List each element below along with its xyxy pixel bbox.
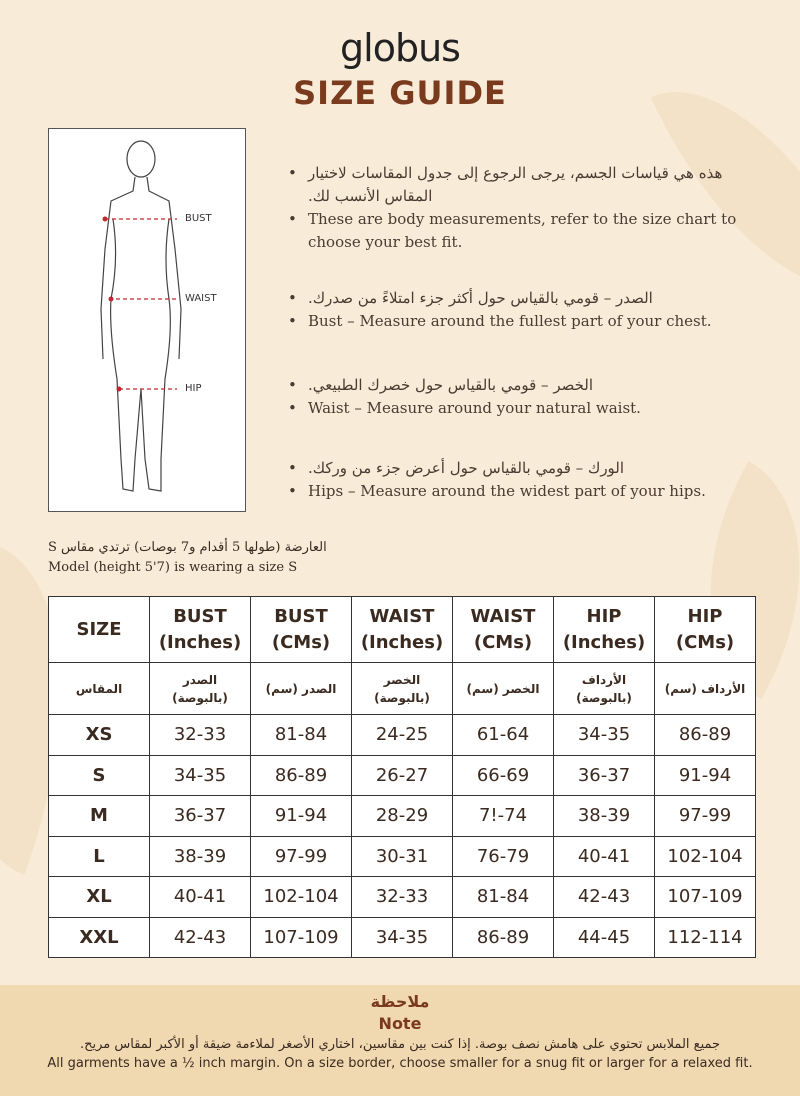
bullet-group [288,287,748,333]
column-header-line: (Inches) [360,631,444,653]
column-header-line: WAIST [470,605,536,627]
body-outline-icon [49,129,247,513]
table-cell: 112-114 [655,917,756,958]
column-header [49,597,150,663]
bullet-en: • These are body measurements, refer to the size chart to choose your best fit. [288,208,748,254]
table-cell: 97-99 [655,796,756,837]
note-section [0,985,800,1096]
table-cell: 44-45 [554,917,655,958]
table-cell: 97-99 [251,836,352,877]
body-measurement-figure [48,128,246,512]
column-header-ar [352,663,453,715]
table-cell: 40-41 [150,877,251,918]
column-header [251,597,352,663]
column-header-ar-line: الصدر [182,672,218,687]
table-cell: 76-79 [453,836,554,877]
column-header-ar-line: الصدر (سم) [265,681,337,696]
bullet-group [288,162,748,254]
waist-label: WAIST [185,293,217,304]
bullet-ar: • الخصر – قومي بالقياس حول خصرك الطبيعي. [288,374,748,397]
column-header-ar [49,663,150,715]
table-cell: 91-94 [251,796,352,837]
table-cell: 102-104 [655,836,756,877]
table-cell: 102-104 [251,877,352,918]
model-info-en: Model (height 5'7) is wearing a size S [48,560,298,575]
table-row [49,715,756,756]
bullet-group [288,374,748,420]
table-cell: 34-35 [554,715,655,756]
bullet-en: • Waist – Measure around your natural waist. [288,397,748,420]
note-text-ar: جميع الملابس تحتوي على هامش نصف بوصة. إذا كنت بين مقاسين، اختاري الأصغر لملاءمة ضيقة أو الأكبر لمقاس مريح. [79,1037,721,1052]
bullet-group [288,457,748,503]
column-header-line: WAIST [369,605,435,627]
column-header [352,597,453,663]
column-header-ar-line: (بالبوصة) [374,690,430,705]
table-cell: 66-69 [453,755,554,796]
size-cell: S [49,755,150,796]
size-chart-table [48,596,756,958]
table-row [49,917,756,958]
table-cell: 42-43 [554,877,655,918]
table-cell: 36-37 [554,755,655,796]
brand-logo: globus [340,26,460,70]
table-cell: 34-35 [352,917,453,958]
column-header-ar-line: (بالبوصة) [172,690,228,705]
column-header-line: BUST [274,605,328,627]
table-cell: 32-33 [150,715,251,756]
column-header-line: (CMs) [675,631,735,653]
size-cell: XL [49,877,150,918]
table-row [49,796,756,837]
table-cell: 26-27 [352,755,453,796]
table-cell: 28-29 [352,796,453,837]
column-header-line: (CMs) [271,631,331,653]
table-cell: 107-109 [655,877,756,918]
bust-label: BUST [185,213,212,224]
table-cell: 81-84 [453,877,554,918]
note-title-ar: ملاحظة [370,992,430,1011]
column-header [453,597,554,663]
column-header-line: SIZE [76,618,122,640]
table-cell: 107-109 [251,917,352,958]
model-info-ar: العارضة (طولها 5 أقدام و7 بوصات) ترتدي مقاس S [48,540,327,555]
hip-label: HIP [185,383,202,394]
table-row [49,877,756,918]
table-cell: 7!-74 [453,796,554,837]
table-row [49,755,756,796]
table-cell: 86-89 [251,755,352,796]
size-cell: XS [49,715,150,756]
table-cell: 42-43 [150,917,251,958]
model-info [48,538,327,578]
table-cell: 40-41 [554,836,655,877]
column-header-ar [453,663,554,715]
column-header-ar-line: الخصر (سم) [466,681,540,696]
note-text: All garments have a ½ inch margin. On a size border, choose smaller for a snug fit or larger for a relaxed fit. [47,1056,753,1071]
column-header-line: HIP [687,605,723,627]
table-cell: 38-39 [554,796,655,837]
bullet-en: • Bust – Measure around the fullest part of your chest. [288,310,748,333]
column-header-ar [251,663,352,715]
bullet-ar: • هذه هي قياسات الجسم، يرجى الرجوع إلى جدول المقاسات لاختيار المقاس الأنسب لك. [288,162,748,208]
column-header-ar [150,663,251,715]
table-cell: 24-25 [352,715,453,756]
table-cell: 81-84 [251,715,352,756]
size-cell: M [49,796,150,837]
table-cell: 38-39 [150,836,251,877]
bullet-ar: • الصدر – قومي بالقياس حول أكثر جزء امتلاءً من صدرك. [288,287,748,310]
column-header-ar-line: (بالبوصة) [576,690,632,705]
column-header-line: (CMs) [473,631,533,653]
table-cell: 61-64 [453,715,554,756]
column-header-ar-line: المقاس [75,681,123,696]
column-header-line: (Inches) [158,631,242,653]
table-cell: 30-31 [352,836,453,877]
table-cell: 36-37 [150,796,251,837]
page-title: SIZE GUIDE [293,74,507,112]
column-header-ar [655,663,756,715]
column-header [554,597,655,663]
note-title: Note [378,1014,422,1033]
bullet-ar: • الورك – قومي بالقياس حول أعرض جزء من وركك. [288,457,748,480]
column-header [150,597,251,663]
column-header-line: HIP [586,605,622,627]
size-cell: L [49,836,150,877]
table-cell: 86-89 [655,715,756,756]
size-cell: XXL [49,917,150,958]
bullet-en: • Hips – Measure around the widest part of your hips. [288,480,748,503]
column-header-ar-line: الأرداف (سم) [664,681,746,696]
column-header-line: (Inches) [562,631,646,653]
column-header-ar-line: الخصر [383,672,421,687]
column-header-ar-line: الأرداف [581,672,627,687]
column-header [655,597,756,663]
table-cell: 32-33 [352,877,453,918]
column-header-ar [554,663,655,715]
table-cell: 86-89 [453,917,554,958]
column-header-line: BUST [173,605,227,627]
table-row [49,836,756,877]
table-cell: 34-35 [150,755,251,796]
table-cell: 91-94 [655,755,756,796]
